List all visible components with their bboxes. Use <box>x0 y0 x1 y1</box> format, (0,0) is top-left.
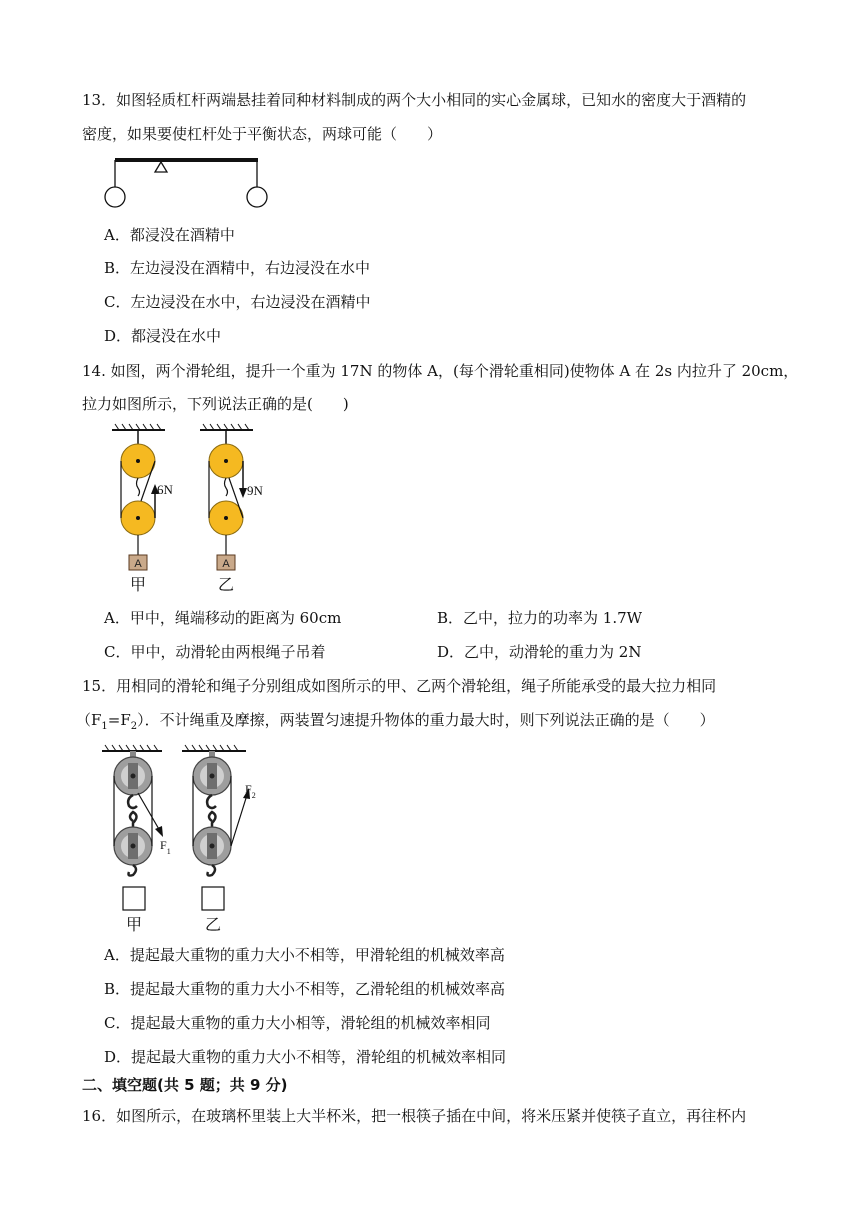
q14-option-b[interactable]: B．乙中，拉力的功率为 1.7W <box>437 609 643 627</box>
q13-stem-line2: 密度，如果要使杠杆处于平衡状态，两球可能（ ） <box>82 125 443 143</box>
q15-stem-line1: 15．用相同的滑轮和绳子分别组成如图所示的甲、乙两个滑轮组，绳子所能承受的最大拉力相同 <box>82 677 717 695</box>
q16-stem-line1: 16．如图所示，在玻璃杯里装上大半杯米，把一根筷子插在中间，将米压紧并使筷子直立，再往杯内 <box>82 1107 747 1125</box>
pulley-set-jia <box>112 424 174 594</box>
q13-option-c[interactable]: C．左边浸没在水中，右边浸没在酒精中 <box>104 293 371 311</box>
left-ball <box>105 187 125 207</box>
lever-figure <box>100 155 275 210</box>
pulley-set-yi-q15 <box>182 745 256 934</box>
pulley-figure-q15 <box>98 743 263 938</box>
lever-bar <box>115 158 258 162</box>
q14-option-d[interactable]: D．乙中，动滑轮的重力为 2N <box>437 643 642 661</box>
force-6n-label: 6N <box>157 482 173 497</box>
label-yi-q15: 乙 <box>204 915 222 934</box>
block-a-left: A <box>134 558 142 570</box>
q14-stem-line2: 拉力如图所示，下列说法正确的是( ) <box>82 395 349 413</box>
label-jia-q14: 甲 <box>129 575 147 594</box>
label-jia-q15: 甲 <box>125 915 143 934</box>
label-yi-q14: 乙 <box>217 575 235 594</box>
f2-label: $F_2$ <box>245 782 256 800</box>
section-heading-fill-in: 二、填空题(共 5 题；共 9 分) <box>82 1076 288 1094</box>
q15-option-d[interactable]: D．提起最大重物的重力大小不相等，滑轮组的机械效率相同 <box>104 1048 507 1066</box>
right-ball <box>247 187 267 207</box>
q13-option-b[interactable]: B．左边浸没在酒精中，右边浸没在水中 <box>104 259 371 277</box>
q15-option-a[interactable]: A．提起最大重物的重力大小不相等，甲滑轮组的机械效率高 <box>104 946 505 964</box>
pulley-set-yi <box>200 424 264 594</box>
q14-option-c[interactable]: C．甲中，动滑轮由两根绳子吊着 <box>104 643 326 661</box>
q15-option-b[interactable]: B．提起最大重物的重力大小不相等，乙滑轮组的机械效率高 <box>104 980 506 998</box>
block-a-right: A <box>222 558 230 570</box>
fulcrum <box>155 162 167 172</box>
f1-label: $F_1$ <box>160 838 171 856</box>
q14-stem-line1: 14. 如图，两个滑轮组，提升一个重为 17N 的物体 A，(每个滑轮重相同)使物体 A 在 2s 内拉升了 20cm， <box>82 362 799 380</box>
q13-option-a[interactable]: A．都浸没在酒精中 <box>104 226 235 244</box>
pulley-figure-q14 <box>105 422 275 597</box>
q15-option-c[interactable]: C．提起最大重物的重力大小相等，滑轮组的机械效率相同 <box>104 1014 491 1032</box>
force-9n-label: 9N <box>247 483 263 498</box>
q13-option-d[interactable]: D．都浸没在水中 <box>104 327 222 345</box>
q15-stem-line2: $(F_1=F_2)$．不计绳重及摩擦，两装置匀速提升物体的重力最大时，则下列说法正确的是（ ） <box>76 711 715 732</box>
q13-stem-line1: 13．如图轻质杠杆两端悬挂着同种材料制成的两个大小相同的实心金属球，已知水的密度大于酒精的 <box>82 91 747 109</box>
pulley-set-jia-q15 <box>102 745 171 934</box>
q14-option-a[interactable]: A．甲中，绳端移动的距离为 60cm <box>104 609 342 627</box>
